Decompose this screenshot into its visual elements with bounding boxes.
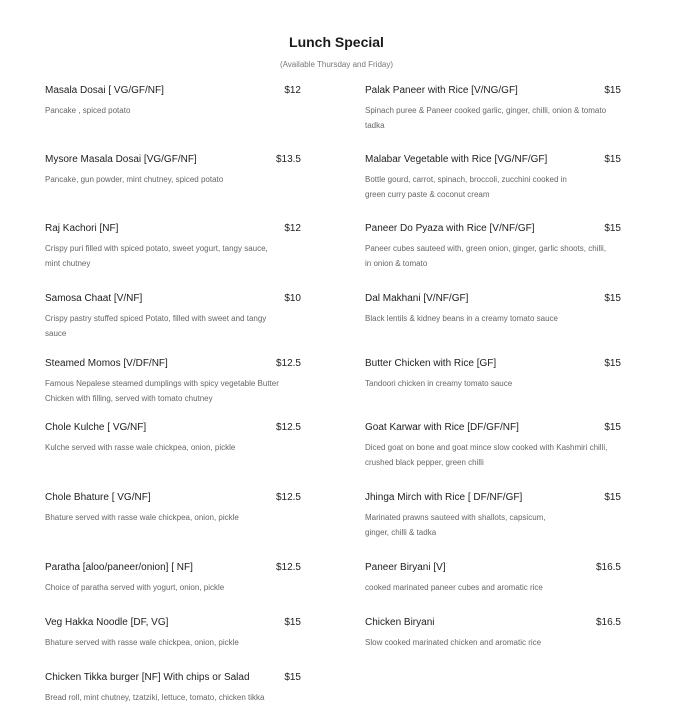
item-description: Crispy pastry stuffed spiced Potato, filled with sweet and tangy sauce — [45, 314, 267, 338]
item-price: $15 — [604, 223, 621, 234]
menu-item — [365, 561, 621, 595]
item-price: $12.5 — [275, 492, 301, 503]
item-price: $12.5 — [275, 562, 301, 573]
item-price: $16.5 — [595, 617, 621, 628]
page-subtitle: (Available Thursday and Friday) — [279, 60, 394, 69]
item-name: Steamed Momos [V/DF/NF] — [45, 358, 168, 369]
menu-item — [365, 491, 621, 540]
item-description: Slow cooked marinated chicken and aromatic rice — [365, 638, 542, 647]
item-description: Choice of paratha served with yogurt, onion, pickle — [45, 583, 225, 592]
item-description: Pancake, gun powder, mint chutney, spiced potato — [45, 175, 224, 184]
item-description: Pancake , spiced potato — [45, 106, 131, 115]
menu-item — [45, 357, 301, 406]
item-description: Kulche served with rasse wale chickpea, onion, pickle — [45, 443, 236, 452]
item-description: Crispy puri filled with spiced potato, sweet yogurt, tangy sauce, mint chutney — [45, 244, 268, 268]
item-name: Raj Kachori [NF] — [45, 223, 119, 234]
item-price: $15 — [604, 293, 621, 304]
item-price: $13.5 — [275, 154, 301, 165]
item-price: $16.5 — [595, 562, 621, 573]
item-name: Mysore Masala Dosai [VG/GF/NF] — [45, 154, 197, 165]
menu-item — [365, 222, 621, 271]
item-price: $12.5 — [275, 422, 301, 433]
item-price: $10 — [284, 293, 301, 304]
item-description: Famous Nepalese steamed dumplings with spicy vegetable Butter Chicken with filling, served with tomato chutney — [45, 379, 279, 403]
item-description: Tandoori chicken in creamy tomato sauce — [365, 379, 513, 388]
item-price: $15 — [604, 154, 621, 165]
item-price: $15 — [604, 85, 621, 96]
item-name: Paratha [aloo/paneer/onion] [ NF] — [45, 562, 193, 573]
item-name: Chole Bhature [ VG/NF] — [45, 492, 151, 503]
item-name: Palak Paneer with Rice [V/NG/GF] — [365, 85, 518, 96]
item-price: $15 — [604, 422, 621, 433]
item-description: Paneer cubes sauteed with, green onion, ginger, garlic shoots, chilli, in onion & tomato — [365, 244, 607, 268]
item-name: Paneer Do Pyaza with Rice [V/NF/GF] — [365, 223, 535, 234]
item-name: Paneer Biryani [V] — [365, 562, 446, 573]
item-name: Chicken Tikka burger [NF] With chips or Salad — [45, 672, 250, 683]
menu-item — [365, 357, 621, 391]
item-description: Bhature served with rasse wale chickpea, onion, pickle — [45, 638, 239, 647]
item-description: Diced goat on bone and goat mince slow cooked with Kashmiri chilli, crushed black pepper, green chilli — [365, 443, 608, 467]
menu-item — [45, 561, 301, 595]
menu-item — [365, 84, 621, 133]
menu-item — [45, 616, 301, 650]
menu-item — [365, 616, 621, 650]
menu-item — [45, 222, 301, 271]
page-title: Lunch Special — [289, 34, 384, 50]
item-price: $12 — [284, 223, 301, 234]
item-description: Marinated prawns sauteed with shallots, capsicum, ginger, chilli & tadka — [365, 513, 546, 537]
menu-item — [45, 421, 301, 455]
item-description: Bottle gourd, carrot, spinach, broccoli, zucchini cooked in green curry paste & coconut cream — [365, 175, 567, 199]
menu-item — [365, 421, 621, 470]
item-description: cooked marinated paneer cubes and aromatic rice — [365, 583, 543, 592]
menu-item — [365, 292, 621, 326]
menu-item — [45, 292, 301, 341]
item-price: $12.5 — [275, 358, 301, 369]
item-description: Bhature served with rasse wale chickpea, onion, pickle — [45, 513, 239, 522]
item-name: Samosa Chaat [V/NF] — [45, 293, 143, 304]
item-description: Spinach puree & Paneer cooked garlic, ginger, chilli, onion & tomato tadka — [365, 106, 607, 130]
item-price: $15 — [284, 672, 301, 683]
item-name: Veg Hakka Noodle [DF, VG] — [45, 617, 169, 628]
item-name: Butter Chicken with Rice [GF] — [365, 358, 497, 369]
item-name: Dal Makhani [V/NF/GF] — [365, 293, 469, 304]
menu-item — [365, 153, 621, 202]
item-price: $12 — [284, 85, 301, 96]
menu-item — [45, 491, 301, 525]
item-description: Black lentils & kidney beans in a creamy tomato sauce — [365, 314, 558, 323]
item-name: Chicken Biryani — [365, 617, 435, 628]
item-name: Chole Kulche [ VG/NF] — [45, 422, 147, 433]
menu-item — [45, 671, 301, 705]
item-price: $15 — [284, 617, 301, 628]
item-name: Masala Dosai [ VG/GF/NF] — [45, 85, 164, 96]
item-name: Malabar Vegetable with Rice [VG/NF/GF] — [365, 154, 548, 165]
item-name: Jhinga Mirch with Rice [ DF/NF/GF] — [365, 492, 523, 503]
menu-item — [45, 84, 301, 118]
item-price: $15 — [604, 492, 621, 503]
item-name: Goat Karwar with Rice [DF/GF/NF] — [365, 422, 519, 433]
menu-item — [45, 153, 301, 187]
item-price: $15 — [604, 358, 621, 369]
item-description: Bread roll, mint chutney, tzatziki, lettuce, tomato, chicken tikka — [45, 693, 265, 702]
